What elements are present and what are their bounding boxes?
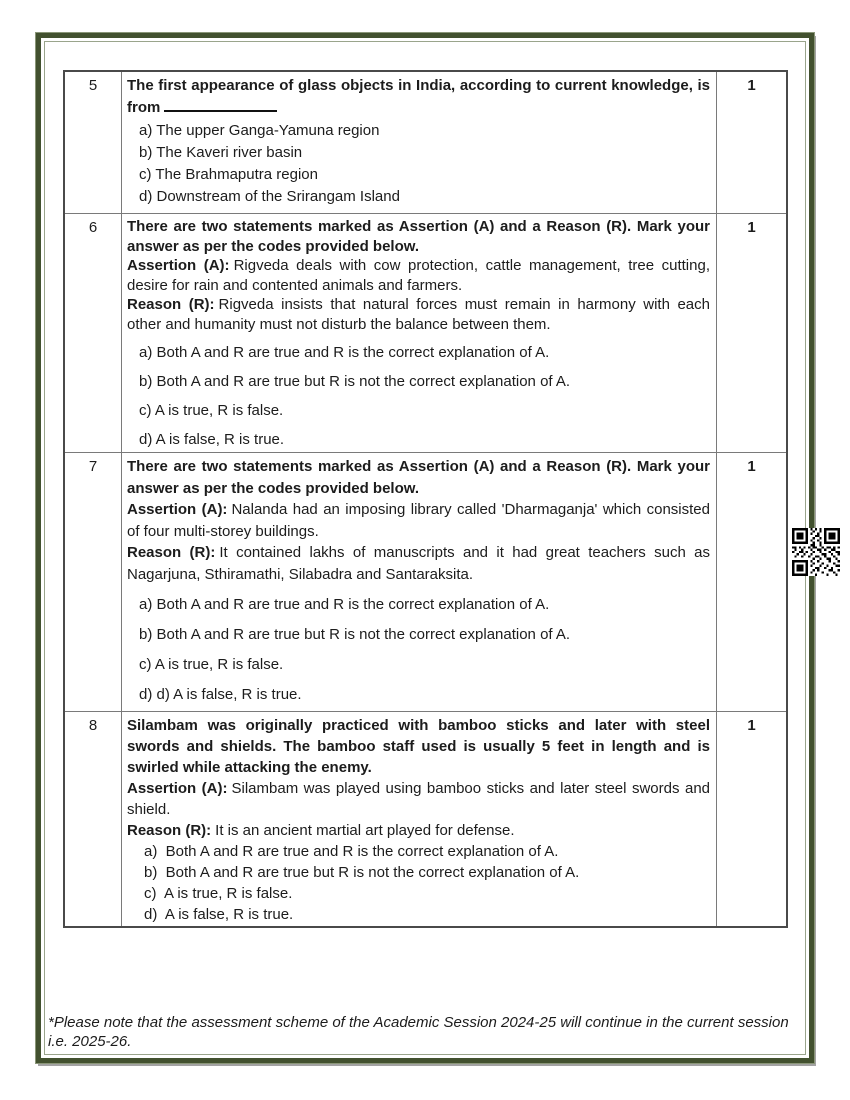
reason-label: Reason (R): [127, 544, 216, 561]
option-item: b) The Kaveri river basin [139, 144, 303, 161]
table-row [65, 72, 786, 214]
marks-value: 1 [747, 458, 756, 475]
question-number: 7 [65, 453, 122, 711]
reason-text: It contained lakhs of manuscripts and it had great teachers such as Nagarjuna, Sthiramathi, Silabadra and Santaraksita. [127, 544, 710, 583]
answer-blank [164, 110, 277, 112]
reason-paragraph [127, 542, 710, 585]
option-item: b) Both A and R are true but R is not the correct explanation of A. [139, 373, 571, 390]
table-row [65, 214, 786, 453]
table-row [65, 453, 786, 712]
option-item: c) The Brahmaputra region [139, 166, 318, 183]
assertion-text: Rigveda deals with cow protection, cattle management, tree cutting, desire for rain and contented animals and farmers. [127, 257, 710, 294]
option-item: d) A is false, R is true. [139, 431, 285, 448]
options-list [127, 594, 710, 705]
question-stem: Silambam was originally practiced with bamboo sticks and later with steel swords and shields. The bamboo staff used is usually 5 feet in length and is swirled while attacking the enemy. [127, 717, 710, 776]
option-item: c) A is true, R is false. [139, 656, 284, 673]
option-item: a) The upper Ganga-Yamuna region [139, 122, 380, 139]
option-item: a) Both A and R are true and R is the correct explanation of A. [139, 596, 550, 613]
reason-text: Rigveda insists that natural forces must remain in harmony with each other and humanity must not disturb the balance between them. [127, 296, 710, 333]
assertion-label: Assertion (A): [127, 501, 228, 518]
reason-paragraph [127, 295, 710, 334]
options-list [127, 120, 710, 208]
assertion-paragraph [127, 499, 710, 542]
question-cell [122, 453, 717, 711]
question-number: 6 [65, 214, 122, 452]
marks-value: 1 [747, 77, 756, 94]
question-intro: There are two statements marked as Assertion (A) and a Reason (R). Mark your answer as per the codes provided below. [127, 218, 710, 255]
assertion-paragraph [127, 778, 710, 820]
options-list [127, 342, 710, 450]
question-table [63, 70, 788, 928]
assertion-label: Assertion (A): [127, 257, 230, 274]
option-item: d) d) A is false, R is true. [139, 686, 302, 703]
reason-paragraph [127, 820, 710, 841]
question-intro: There are two statements marked as Assertion (A) and a Reason (R). Mark your answer as per the codes provided below. [127, 458, 710, 497]
option-item: d) Downstream of the Srirangam Island [139, 188, 400, 205]
option-item: c) A is true, R is false. [139, 402, 284, 419]
assertion-paragraph [127, 256, 710, 295]
question-number: 8 [65, 712, 122, 926]
assertion-label: Assertion (A): [127, 780, 228, 797]
question-number: 5 [65, 72, 122, 213]
question-cell [122, 72, 717, 213]
reason-label: Reason (R): [127, 296, 215, 313]
assertion-text: Nalanda had an imposing library called 'Dharmaganja' which consisted of four multi-storey buildings. [127, 501, 710, 540]
options-list [127, 841, 710, 925]
reason-label: Reason (R): [127, 822, 212, 839]
qr-code [792, 527, 840, 577]
option-item: b) Both A and R are true but R is not the correct explanation of A. [139, 626, 571, 643]
marks-value: 1 [747, 717, 756, 734]
option-item: b) Both A and R are true but R is not the correct explanation of A. [144, 864, 580, 881]
option-item: a) Both A and R are true and R is the correct explanation of A. [139, 344, 550, 361]
marks-value: 1 [747, 219, 756, 236]
question-stem: The first appearance of glass objects in India, according to current knowledge, is from [127, 77, 710, 116]
question-cell [122, 712, 717, 926]
option-item: d) A is false, R is true. [144, 906, 294, 923]
assertion-text: Silambam was played using bamboo sticks and later steel swords and shield. [127, 780, 711, 818]
reason-text: It is an ancient martial art played for defense. [215, 822, 515, 839]
footnote: *Please note that the assessment scheme of the Academic Session 2024-25 will continue in the current session i.e. 2025-26. [48, 1014, 789, 1050]
option-item: a) Both A and R are true and R is the correct explanation of A. [144, 843, 559, 860]
question-cell [122, 214, 717, 452]
option-item: c) A is true, R is false. [144, 885, 293, 902]
table-row [65, 712, 786, 926]
